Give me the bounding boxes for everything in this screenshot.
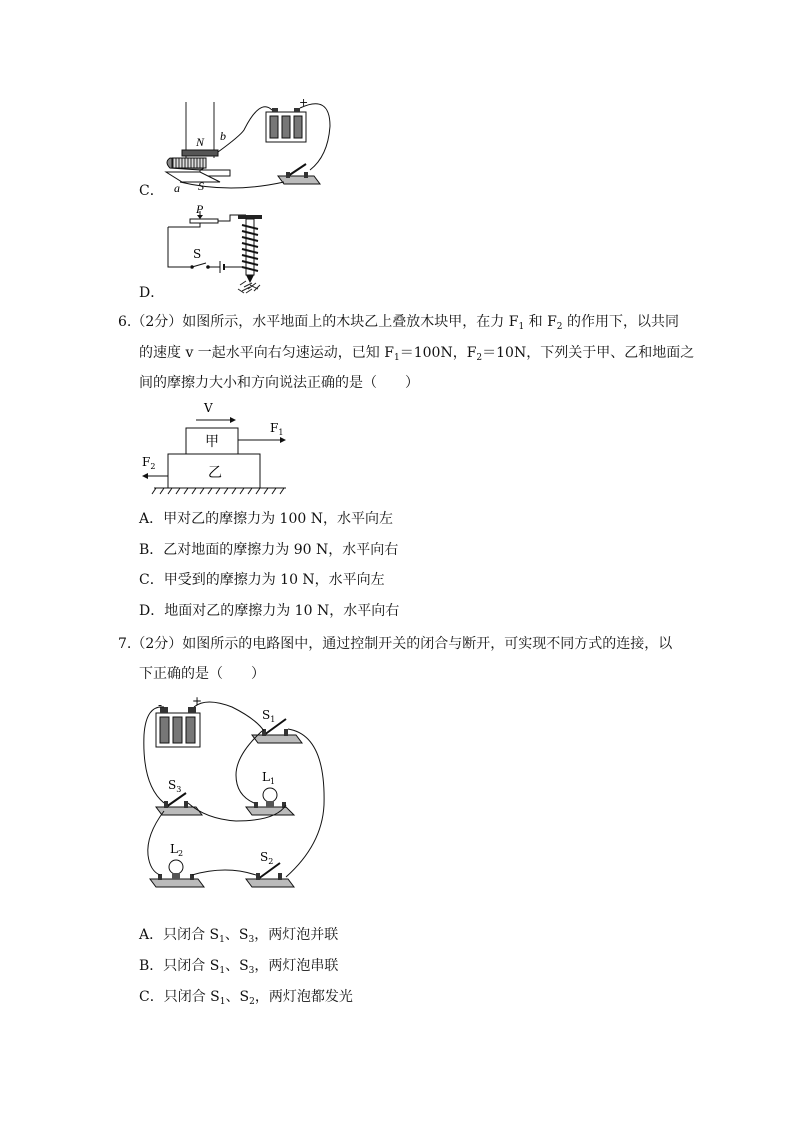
label-s: S — [193, 247, 202, 261]
label-p: P — [196, 202, 204, 216]
label-s3: $S_3$ — [168, 778, 182, 794]
lamp-l1-icon — [246, 788, 294, 815]
q6-option-b[interactable]: B．乙对地面的摩擦力为 90 N，水平向右 — [139, 542, 399, 558]
q6-option-c[interactable]: C．甲受到的摩擦力为 10 N，水平向左 — [139, 572, 385, 588]
label-l1: $L_1$ — [262, 770, 276, 786]
option-c-label: C． — [139, 183, 164, 199]
battery-plus: + — [192, 694, 203, 708]
label-a: a — [174, 181, 180, 195]
battery-plus: + — [299, 96, 309, 109]
q7-option-a[interactable]: A．只闭合 $S_1$、$S_3$，两灯泡并联 — [139, 927, 339, 945]
q6-stem-line1: 6.（2分）如图所示，水平地面上的木块乙上叠放木块甲，在力 $F_1$ 和 $F_2$ 的作用下，以共同 — [118, 314, 679, 332]
q6-stem-line3: 间的摩擦力大小和方向说法正确的是（ ） — [139, 375, 419, 391]
figure-stacked-blocks — [138, 398, 298, 498]
q6-option-a[interactable]: A．甲对乙的摩擦力为 100 N，水平向左 — [139, 511, 393, 527]
switch-s2-icon — [246, 863, 294, 887]
figure-two-lamp-circuit — [136, 695, 336, 900]
q6-stem-line2: 的速度 v 一起水平向右匀速运动，已知 $F_1=100N$，$F_2=10N$，下列关于甲、乙和地面之 — [139, 345, 695, 363]
label-b: b — [220, 129, 226, 143]
battery-minus: - — [158, 698, 163, 712]
f2-label: $F_2$ — [142, 455, 156, 471]
q6-option-d[interactable]: D．地面对乙的摩擦力为 10 N，水平向右 — [139, 603, 400, 619]
option-d-label: D． — [139, 285, 165, 301]
q7-stem-line2: 下正确的是（ ） — [139, 666, 265, 682]
battery-icon — [266, 108, 306, 142]
battery-icon — [156, 707, 200, 747]
label-s: S — [198, 179, 204, 193]
iron-filings-icon — [238, 281, 260, 293]
label-n: N — [196, 135, 205, 149]
figure-rheostat-nail-circuit — [160, 202, 280, 300]
q7-stem-line1: 7.（2分）如图所示的电路图中，通过控制开关的闭合与断开，可实现不同方式的连接，以 — [118, 636, 673, 652]
q7-option-b[interactable]: B．只闭合 $S_1$、$S_3$，两灯泡串联 — [139, 958, 339, 976]
q7-option-c[interactable]: C．只闭合 $S_1$、$S_2$，两灯泡都发光 — [139, 989, 353, 1007]
figure-electromagnet-circuit — [160, 96, 360, 196]
f1-label: $F_1$ — [270, 421, 284, 437]
block-bottom-label: 乙 — [208, 465, 222, 481]
label-s1: $S_1$ — [262, 708, 276, 724]
label-l2: $L_2$ — [170, 842, 184, 858]
velocity-label: V — [204, 401, 213, 415]
block-top-label: 甲 — [205, 434, 219, 450]
label-s2: $S_2$ — [260, 850, 274, 866]
